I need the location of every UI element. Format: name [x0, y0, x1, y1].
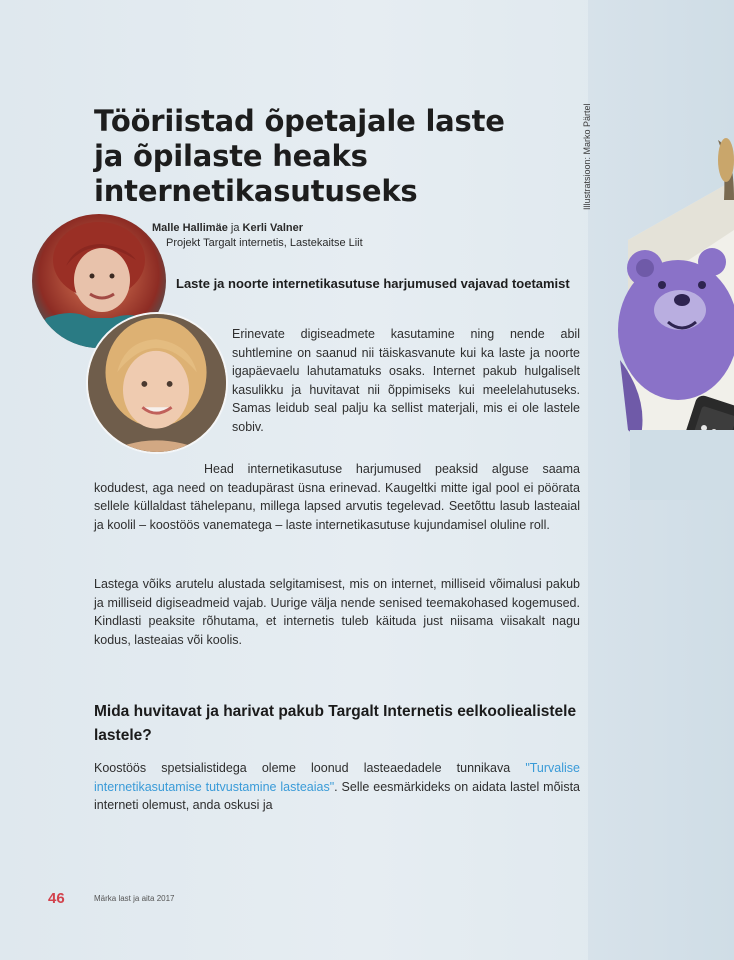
lesson-plan-link[interactable]: "Turvalise internetikasutamise tutvustamine lasteaias": [94, 761, 580, 794]
authors-organization: Projekt Targalt internetis, Lastekaitse Liit: [166, 237, 363, 249]
paragraph-3: Lastega võiks arutelu alustada selgitamisest, mis on internet, milliseid võimalusi pakub ja milliseid digiseadmeid vajab. Uurige välja nende senised teemakohased kogemused. Kindlasti peaksite rõhutama, et internetis tuleb käituda just niisama viisakalt nagu kodus, lasteaias või koolis.: [94, 577, 580, 647]
paragraph-4-start: Koostöös spetsialistidega oleme loonud lasteaedadele tunnikava: [94, 761, 526, 775]
footer-publication: Märka last ja aita 2017: [94, 894, 175, 903]
author-photo-2-face: [88, 314, 226, 452]
authors-conjunction: ja: [227, 222, 243, 234]
author-name-1: Malle Hallimäe: [152, 222, 228, 234]
author-photo-2: [86, 312, 228, 454]
paragraph-1: Erinevate digiseadmete kasutamine ning nende abil suhtlemine on saanud nii täiskasvanute kui ka laste ja noorte igapäevaelu lahutamatuks osaks. Internet pakub hulgaliselt kasulikku ja huvitavat nii õppimiseks kui meelelahutuseks. Samas leidub seal palju ka sellist materjali, mis ei ole lastele sobiv.: [232, 327, 580, 434]
page-number: 46: [48, 890, 65, 907]
section-subheading: Laste ja noorte internetikasutuse harjumused vajavad toetamist: [176, 276, 570, 291]
author-name-2: Kerli Valner: [242, 222, 304, 234]
paragraph-4: [94, 759, 580, 815]
bear-illustration: [600, 0, 734, 500]
authors-block: [152, 221, 363, 251]
illustration-credit: Illustratsioon: Marko Pärtel: [582, 103, 592, 210]
article-title: Tööriistad õpetajale laste ja õpilaste heaks internetikasutuseks: [94, 104, 505, 208]
authors-line: [152, 221, 363, 236]
section-heading-2: Mida huvitavat ja harivat pakub Targalt Internetis eelkooliealistele lastele?: [94, 703, 577, 744]
bear-illustration-svg: [600, 0, 734, 500]
paragraph-4-end: . Selle eesmärkideks on aidata lastel mõista interneti olemust, anda oskusi ja: [94, 779, 580, 813]
paragraph-2: Head internetikasutuse harjumused peaksid alguse saama kodudest, aga need on teadupärast üsna erinevad. Kaugeltki mitte igal pool ei pöörata sellele küllaldast tähelepanu, millega lapsed arvutis tegelevad. Seetõttu lasub lasteaial ja koolil – koostöös vanematega – laste internetikasutuse kujundamisel oluline roll.: [94, 462, 580, 532]
